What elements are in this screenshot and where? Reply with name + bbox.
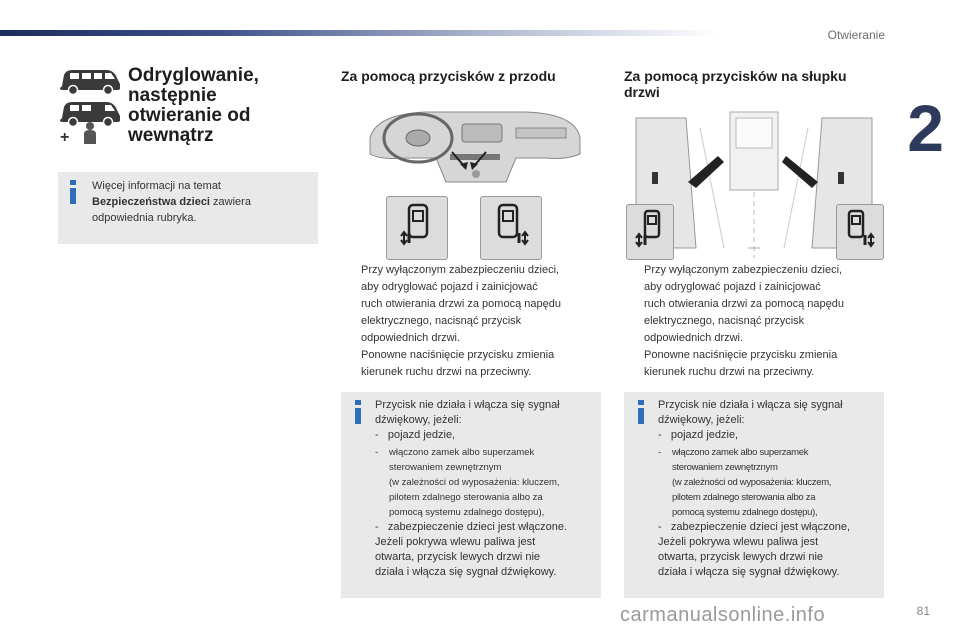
van-icon bbox=[58, 66, 122, 96]
header-band bbox=[0, 30, 720, 36]
pillar-buttons-heading: Za pomocą przycisków na słupku drzwi bbox=[624, 68, 847, 100]
list-item: Ponowne naciśnięcie przycisku zmienia kierunek ruchu drzwi na przeciwny. bbox=[644, 349, 838, 378]
door-button-left-icon bbox=[386, 196, 448, 260]
dashboard-illustration bbox=[366, 108, 584, 190]
info-box-child-safety bbox=[58, 172, 318, 244]
pillar-bullet-list bbox=[624, 262, 894, 381]
watermark: carmanualsonline.info bbox=[620, 604, 826, 626]
info-icon bbox=[70, 180, 76, 200]
pillar-note-text: Przycisk nie działa i włącza się sygnał dźwiękowy, jeżeli: - pojazd jedzie, - włączono zamek albo superzamek sterowaniem zewnętrznym (w zależności od wyposażenia: kluczem, pilotem zdalnego sterowania albo za pomocą systemu zdalnego dostępu), - zabezpieczenie dzieci jest włączone, Jeżeli pokrywa wlewu paliwa jest otwarta, przycisk lewych drzwi nie działa i włącza się sygnał dźwiękowy. bbox=[658, 399, 850, 578]
info-text: Więcej informacji na temat Bezpieczeństwa dzieci zawiera odpowiednia rubryka. bbox=[92, 180, 251, 224]
van-child-lock-icon bbox=[56, 98, 126, 146]
chapter-number: 2 bbox=[907, 91, 944, 165]
list-item: Przy wyłączonym zabezpieczeniu dzieci, aby odryglować pojazd i zainicjować ruch otwierania drzwi za pomocą napędu elektrycznego, nacisnąć przycisk odpowiednich drzwi. bbox=[361, 264, 561, 344]
svg-text:+: + bbox=[60, 129, 70, 146]
page-number: 81 bbox=[916, 604, 930, 618]
section-label: Otwieranie bbox=[827, 28, 885, 42]
list-item: Ponowne naciśnięcie przycisku zmienia kierunek ruchu drzwi na przeciwny. bbox=[361, 349, 555, 378]
front-note-box bbox=[341, 392, 601, 598]
front-buttons-heading: Za pomocą przycisków z przodu bbox=[341, 68, 556, 84]
door-button-right-icon bbox=[480, 196, 542, 260]
pillar-note-box bbox=[624, 392, 884, 598]
info-icon bbox=[638, 400, 644, 420]
front-note-text: Przycisk nie działa i włącza się sygnał dźwiękowy, jeżeli: - pojazd jedzie, - włączono zamek albo superzamek sterowaniem zewnętrznym (w zależności od wyposażenia: kluczem, pilotem zdalnego sterowania albo za pomocą systemu zdalnego dostępu), - zabezpieczenie dzieci jest włączone. Jeżeli pokrywa wlewu paliwa jest otwarta, przycisk lewych drzwi nie działa i włącza się sygnał dźwiękowy. bbox=[375, 399, 567, 578]
list-item: Przy wyłączonym zabezpieczeniu dzieci, aby odryglować pojazd i zainicjować ruch otwierania drzwi za pomocą napędu elektrycznego, nacisnąć przycisk odpowiednich drzwi. bbox=[644, 264, 844, 344]
info-icon bbox=[355, 400, 361, 420]
pillar-button-right-icon bbox=[836, 204, 884, 260]
main-heading: Odryglowanie, następnie otwieranie od wewnątrz bbox=[128, 65, 259, 146]
front-bullet-list bbox=[341, 262, 611, 381]
pillar-button-left-icon bbox=[626, 204, 674, 260]
